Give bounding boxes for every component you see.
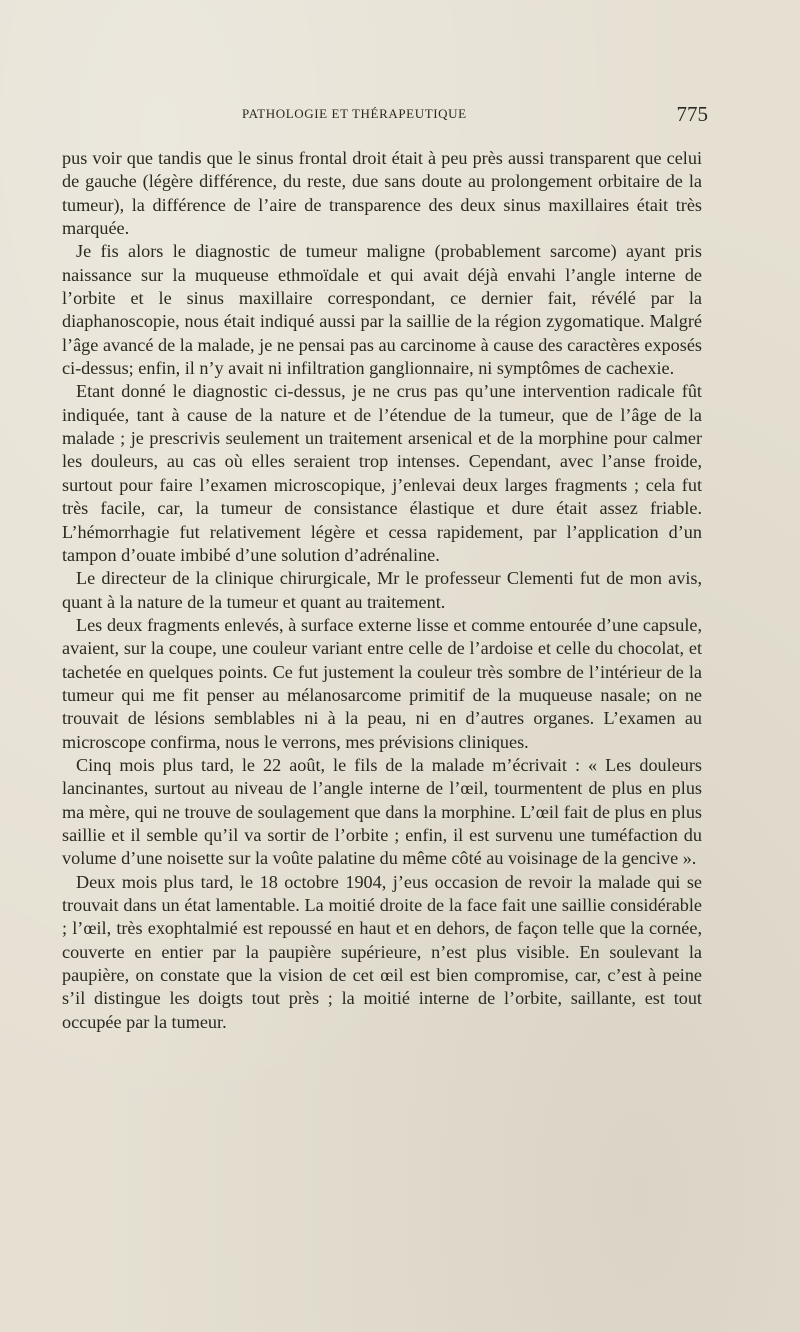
paragraph: Cinq mois plus tard, le 22 août, le fils de la malade m’écrivait : « Les douleurs lancinantes, surtout au niveau de l’angle interne de l’œil, tourmentent de plus en plus ma mère, qui ne trouve de soulagement que dans la morphine. L’œil fait de plus en plus saillie et il semble qu’il va sortir de l’orbite ; enfin, il est survenu une tuméfaction du volume d’une noisette sur la voûte palatine du même côté au voisinage de la gencive ». <box>62 754 702 869</box>
paragraph: Les deux fragments enlevés, à surface externe lisse et comme entourée d’une capsule, avaient, sur la coupe, une couleur variant entre celle de l’ardoise et celle du chocolat, et tachetée en quelques points. Ce fut justement la couleur très sombre de l’intérieur de la tumeur qui me fit penser au mélanosarcome primitif de la muqueuse nasale; on ne trouvait de lésions semblables ni à la peau, ni en d’autres organes. L’examen au microscope confirma, nous le verrons, mes prévisions cliniques. <box>62 614 702 752</box>
paragraph: Je fis alors le diagnostic de tumeur maligne (probablement sarcome) ayant pris naissance sur la muqueuse ethmoïdale et qui avait déjà envahi l’angle interne de l’orbite et le sinus maxillaire correspondant, ce dernier fait, révélé par la diaphanoscopie, nous était indiqué aussi par la saillie de la région zygomatique. Malgré l’âge avancé de la malade, je ne pensai pas au carcinome à cause des caractères exposés ci-dessus; enfin, il n’y avait ni infiltration ganglionnaire, ni symptômes de cachexie. <box>62 241 702 379</box>
paragraph: Le directeur de la clinique chirurgicale, Mr le professeur Clementi fut de mon avis, quant à la nature de la tumeur et quant au traitement. <box>62 568 702 612</box>
paragraph: pus voir que tandis que le sinus frontal droit était à peu près aussi transparent que celui de gauche (légère différence, du reste, due sans doute au prolongement orbitaire de la tumeur), la différence de l’aire de transparence des deux sinus maxillaires était très marquée. <box>62 148 702 239</box>
paragraph: Etant donné le diagnostic ci-dessus, je ne crus pas qu’une intervention radicale fût indiquée, tant à cause de la nature et de l’étendue de la tumeur, que de l’âge de la malade ; je prescrivis seulement un traitement arsenical et de la morphine pour calmer les douleurs, au cas où elles seraient trop intenses. Cependant, avec l’anse froide, surtout pour faire l’examen microscopique, j’enlevai deux larges fragments ; cela fut très facile, car, la tumeur de consistance élastique et dure était assez friable. L’hémorrhagie fut relativement légère et cessa rapidement, par l’application d’un tampon d’ouate imbibé d’une solution d’adrénaline. <box>62 381 702 565</box>
page-header <box>62 104 708 128</box>
body-text <box>62 147 702 1034</box>
running-title: PATHOLOGIE ET THÉRAPEUTIQUE <box>242 106 467 121</box>
paragraph: Deux mois plus tard, le 18 octobre 1904, j’eus occasion de revoir la malade qui se trouvait dans un état lamentable. La moitié droite de la face fait une saillie considérable ; l’œil, très exophtalmié est repoussé en haut et en dehors, de façon telle que la cornée, couverte en entier par la paupière supérieure, n’est plus visible. En soulevant la paupière, on constate que la vision de cet œil est bien compromise, car, c’est à peine s’il distingue les doigts tout près ; la moitié interne de l’orbite, saillante, est tout occupée par la tumeur. <box>62 871 702 1032</box>
page-number: 775 <box>676 102 708 126</box>
